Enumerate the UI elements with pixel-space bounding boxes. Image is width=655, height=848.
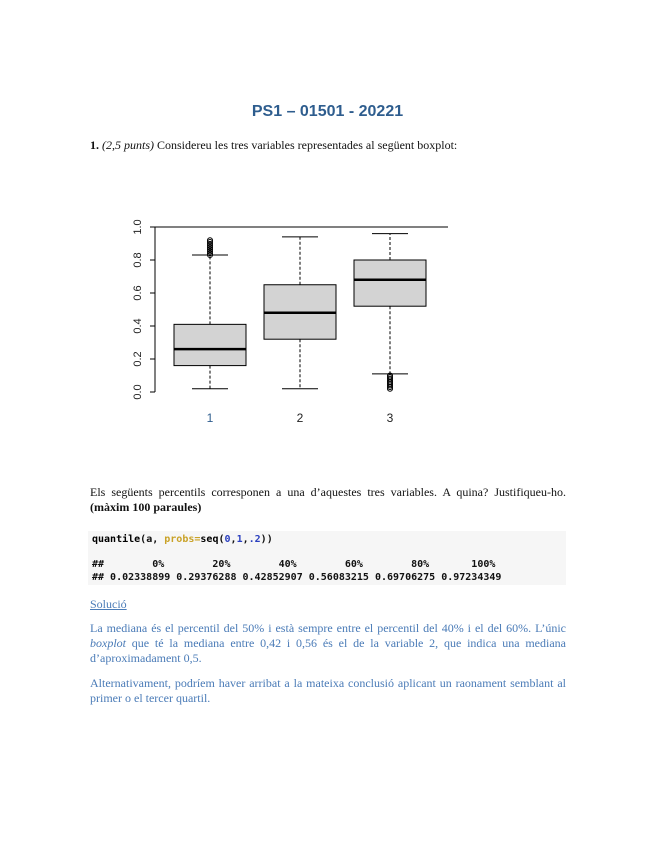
code-p1: ( <box>218 534 225 545</box>
code-fn: quantile <box>92 534 141 545</box>
solution-p1b: boxplot <box>90 636 126 650</box>
y-tick-label: 0.4 <box>132 318 144 334</box>
code-n2: 1 <box>236 534 243 545</box>
solution-p1a: La mediana és el percentil del 50% i està sempre entre el percentil del 40% i el del 60%. L’únic <box>90 621 566 635</box>
code-block <box>88 531 566 585</box>
code-output-header: ## 0% 20% 40% 60% 80% 100% <box>92 559 496 570</box>
box <box>174 324 246 365</box>
page-title: PS1 – 01501 - 20221 <box>251 103 404 120</box>
code-arg: probs <box>164 534 195 545</box>
question-1 <box>90 138 570 153</box>
code-call <box>92 534 273 545</box>
code-output-values: ## 0.02338899 0.29376288 0.42852907 0.56083215 0.69706275 0.97234349 <box>92 572 502 583</box>
code-fn2: seq <box>200 534 219 545</box>
solution-p1c: que té la mediana entre 0,42 i 0,56 és el de la variable 2, que indica una mediana d’aproximadament 0,5. <box>90 636 566 665</box>
solution-paragraph-2: Alternativament, podríem haver arribat a la mateixa conclusió aplicant un raonament semblant al primer o el tercer quartil. <box>90 676 566 705</box>
solution-label: Solució <box>90 597 127 611</box>
y-tick-label: 0.8 <box>132 252 144 268</box>
code-open: (a, <box>140 534 165 545</box>
solution-paragraph-1 <box>90 621 566 666</box>
y-tick-label: 0.0 <box>132 384 144 400</box>
code-n1: 0 <box>224 534 231 545</box>
x-tick-label: 3 <box>386 411 394 425</box>
boxplot-chart <box>115 215 455 430</box>
question-text: Considereu les tres variables representades al següent boxplot: <box>154 138 458 152</box>
box <box>354 260 426 306</box>
percentiles-question-text: Els següents percentils corresponen a una d’aquestes tres variables. A quina? Justifiqueu-ho. <box>90 485 566 499</box>
code-close: )) <box>260 534 273 545</box>
code-n3: .2 <box>248 534 261 545</box>
y-tick-label: 0.6 <box>132 285 144 301</box>
code-c2: , <box>242 534 249 545</box>
code-eq: = <box>194 534 201 545</box>
y-tick-label: 0.2 <box>132 351 144 367</box>
question-points: (2,5 punts) <box>102 138 154 152</box>
word-limit: (màxim 100 paraules) <box>90 500 202 514</box>
percentiles-question <box>90 485 566 515</box>
question-number: 1. <box>90 138 99 152</box>
code-c1: , <box>230 534 237 545</box>
y-tick-label: 1.0 <box>132 219 144 235</box>
x-tick-label: 2 <box>296 411 304 425</box>
x-tick-label: 1 <box>206 411 214 425</box>
